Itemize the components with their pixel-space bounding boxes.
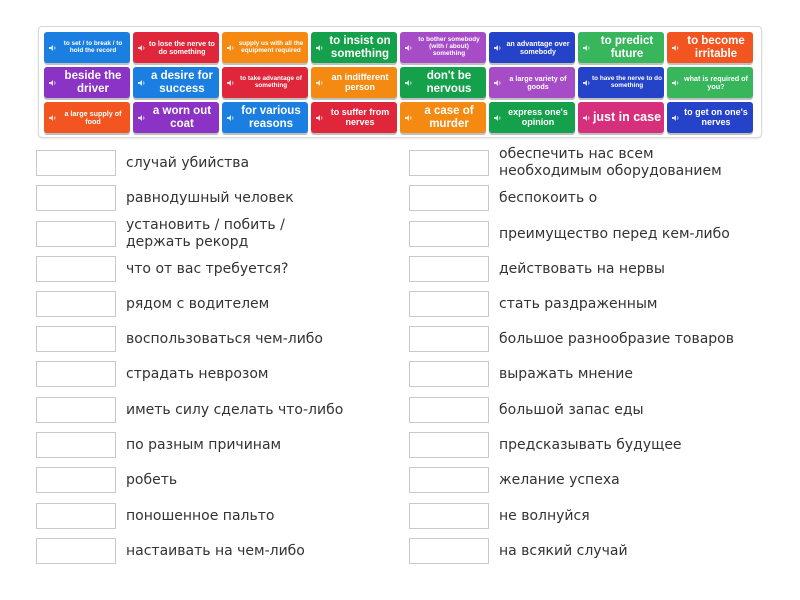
tile-label: don't be nervous [426,70,472,95]
row-label: воспользоваться чем-либо [126,330,323,347]
row-label: действовать на нервы [499,260,665,277]
speaker-icon[interactable] [316,114,324,122]
speaker-icon[interactable] [672,79,680,87]
tile-indifferent-person[interactable] [311,67,397,98]
tile-label: to get on one's nerves [684,107,748,127]
tile-label: a worn out coat [152,105,212,130]
row-label: робеть [126,471,178,488]
tile-case-of-murder[interactable] [400,102,486,133]
drop-zone[interactable] [409,221,489,247]
row-label: стать раздраженным [499,295,658,312]
tile-label: beside the driver [64,70,122,95]
row-label: что от вас требуется? [126,260,289,277]
row-label: равнодушный человек [126,189,294,206]
tile-large-variety[interactable] [489,67,575,98]
tile-label: to have the nerve to do something [592,74,662,89]
row-label: страдать неврозом [126,365,269,382]
drop-zone[interactable] [36,467,116,493]
row-label: беспокоить о [499,189,598,206]
drop-zone[interactable] [409,397,489,423]
tile-desire-for-success[interactable] [133,67,219,98]
drop-zone[interactable] [409,538,489,564]
tile-insist-on[interactable] [311,32,397,63]
tile-set-break-hold-record[interactable] [44,32,130,63]
tile-label: to predict future [600,35,654,60]
tile-worn-out-coat[interactable] [133,102,219,133]
drop-zone[interactable] [36,291,116,317]
speaker-icon[interactable] [583,44,591,52]
tile-lose-the-nerve[interactable] [133,32,219,63]
drop-zone[interactable] [409,361,489,387]
speaker-icon[interactable] [405,44,413,52]
drop-zone[interactable] [36,361,116,387]
row-label: предсказывать будущее [499,436,682,453]
speaker-icon[interactable] [405,79,413,87]
drop-zone[interactable] [36,432,116,458]
tile-label: to insist on something [329,35,391,60]
tile-various-reasons[interactable] [222,102,308,133]
row-label: по разным причинам [126,436,282,453]
drop-zone[interactable] [409,256,489,282]
speaker-icon[interactable] [494,44,502,52]
drop-zone[interactable] [36,538,116,564]
tile-advantage-over[interactable] [489,32,575,63]
speaker-icon[interactable] [227,44,235,52]
drop-zone[interactable] [36,150,116,176]
speaker-icon[interactable] [138,44,146,52]
tile-get-on-nerves[interactable] [667,102,753,133]
speaker-icon[interactable] [227,114,235,122]
drop-zone[interactable] [409,150,489,176]
row-label: установить / побить / держать рекорд [126,217,285,250]
drop-zone[interactable] [36,503,116,529]
row-label: иметь силу сделать что-либо [126,401,344,418]
tile-label: supply us with all the equipment required [238,39,304,54]
tile-have-the-nerve[interactable] [578,67,664,98]
row-label: выражать мнение [499,365,634,382]
tile-dont-be-nervous[interactable] [400,67,486,98]
speaker-icon[interactable] [49,114,57,122]
row-label: случай убийства [126,154,250,171]
tile-large-supply-food[interactable] [44,102,130,133]
tile-express-opinion[interactable] [489,102,575,133]
tile-what-is-required[interactable] [667,67,753,98]
drop-zone[interactable] [409,291,489,317]
drop-zone[interactable] [36,256,116,282]
tile-label: to suffer from nerves [330,107,390,127]
tile-become-irritable[interactable] [667,32,753,63]
speaker-icon[interactable] [583,79,591,87]
row-label: преимущество перед кем-либо [499,225,730,242]
tile-predict-future[interactable] [578,32,664,63]
row-label: обеспечить нас всем необходимым оборудованием [499,146,722,179]
tile-label: to bother somebody (with / about) something [418,36,480,57]
tile-label: a large variety of goods [509,73,567,91]
tile-label: express one's opinion [508,107,568,127]
drop-zone[interactable] [409,467,489,493]
speaker-icon[interactable] [494,114,502,122]
tile-suffer-from-nerves[interactable] [311,102,397,133]
tile-label: what is required of you? [684,73,748,91]
speaker-icon[interactable] [49,44,57,52]
tile-bother-somebody[interactable] [400,32,486,63]
tile-label: a case of murder [424,105,474,130]
row-label: большой запас еды [499,401,644,418]
tile-supply-equipment[interactable] [222,32,308,63]
speaker-icon[interactable] [138,79,146,87]
drop-zone[interactable] [409,185,489,211]
speaker-icon[interactable] [49,79,57,87]
speaker-icon[interactable] [316,79,324,87]
tile-just-in-case[interactable] [578,102,664,133]
row-label: на всякий случай [499,542,628,559]
row-label: желание успеха [499,471,620,488]
tile-label: to become irritable [687,35,745,60]
tile-label: to take advantage of something [240,74,302,89]
drop-zone[interactable] [36,326,116,352]
row-label: не волнуйся [499,507,590,524]
drop-zone[interactable] [36,185,116,211]
tile-take-advantage[interactable] [222,67,308,98]
row-label: поношенное пальто [126,507,275,524]
drop-zone[interactable] [409,326,489,352]
drop-zone[interactable] [36,221,116,247]
row-label: настаивать на чем-либо [126,542,305,559]
row-label: большое разнообразие товаров [499,330,734,347]
drop-zone[interactable] [36,397,116,423]
speaker-icon[interactable] [583,114,591,122]
tile-label: just in case [592,109,662,124]
speaker-icon[interactable] [227,79,235,87]
tile-label: to lose the nerve to do something [149,38,215,56]
speaker-icon[interactable] [672,44,680,52]
tile-beside-driver[interactable] [44,67,130,98]
speaker-icon[interactable] [494,79,502,87]
drop-zone[interactable] [409,503,489,529]
speaker-icon[interactable] [405,114,413,122]
speaker-icon[interactable] [672,114,680,122]
tile-label: for various reasons [241,105,301,130]
tile-label: an advantage over somebody [506,38,570,56]
drop-zone[interactable] [409,432,489,458]
speaker-icon[interactable] [138,114,146,122]
speaker-icon[interactable] [316,44,324,52]
tile-label: a desire for success [151,70,213,95]
tile-label: a large supply of food [64,108,122,126]
tile-label: an indifferent person [331,72,389,92]
tile-label: to set / to break / to hold the record [63,39,123,54]
word-bank [38,26,762,138]
row-label: рядом с водителем [126,295,270,312]
